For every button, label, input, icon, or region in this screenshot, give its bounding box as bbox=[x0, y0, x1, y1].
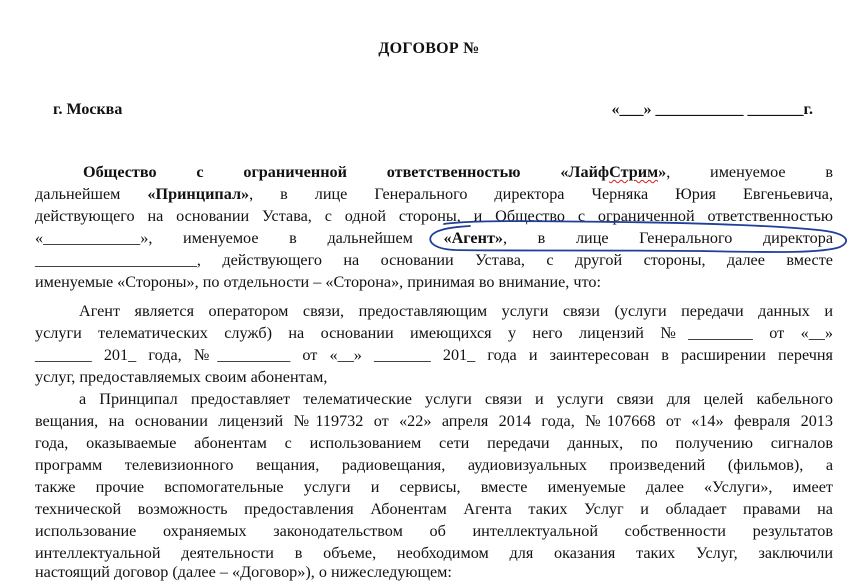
org-name: «ЛайфСтрим» bbox=[560, 163, 667, 181]
agent-term: «Агент» bbox=[443, 229, 503, 247]
preamble-line-1: Общество с ограниченной ответственностью «ЛайфСтрим», именуемое в bbox=[83, 163, 833, 181]
agent-para-line-2: услуги телематических служб) на основании имеющихся у него лицензий №________ от «__» bbox=[35, 324, 833, 342]
principal-para-line-5: также прочие вспомогательные услуги и сервисы, вместе именуемые далее «Услуги», имеет bbox=[35, 478, 833, 496]
principal-para-line-3: года, оказываемые абонентам с использованием сети передачи данных, по получению сигналов bbox=[35, 434, 833, 452]
principal-para-line-8: интеллектуальной деятельности в объеме, необходимом для оказания таких Услуг, заключили bbox=[35, 544, 833, 562]
principal-para-line-1: а Принципал предоставляет телематические услуги связи и услуги связи для целей кабельного bbox=[79, 390, 833, 408]
contract-city: г. Москва bbox=[53, 101, 123, 118]
principal-para-line-7: использование охраняемых законодательством об интеллектуальной собственности результатов bbox=[35, 522, 833, 540]
preamble-line-2: дальнейшем «Принципал», в лице Генерального директора Черняка Юрия Евгеньевича, bbox=[35, 185, 833, 203]
agent-para-line-1: Агент является оператором связи, предоставляющим услуги связи (услуги передачи данных и bbox=[79, 302, 833, 320]
contract-title: ДОГОВОР № bbox=[378, 40, 480, 57]
agent-para-line-3: _______ 201_ года, №_________ от «__» _______ 201_ года и заинтересован в расширении перечня bbox=[35, 346, 833, 364]
principal-para-line-4: программ телевизионного вещания, радиовещания, аудиовизуальных произведений (фильмов), а bbox=[35, 456, 833, 474]
org-prefix: Общество с ограниченной ответственностью bbox=[83, 163, 521, 181]
principal-term: «Принципал» bbox=[147, 185, 250, 203]
preamble-line-3: действующего на основании Устава, с одной стороны, и Общество с ограниченной ответственностью bbox=[35, 207, 833, 225]
preamble-line-5: ____________________, действующего на основании Устава, с другой стороны, далее вместе bbox=[35, 251, 833, 269]
principal-para-line-6: технической возможность предоставления Абонентам Агента таких Услуг и обладает правами на bbox=[35, 500, 833, 518]
preamble-line-4: «____________», именуемое в дальнейшем «Агент», в лице Генерального директора bbox=[35, 229, 834, 247]
principal-para-line-9: настоящий договор (далее – «Договор»), о нижеследующем: bbox=[35, 563, 452, 581]
agent-para-line-4: услуг, предоставляемых своим абонентам, bbox=[35, 368, 328, 386]
principal-para-line-2: вещания, на основании лицензий №119732 от «22» апреля 2014 года, №107668 от «14» февраля 2013 bbox=[35, 412, 833, 430]
contract-date-blank: «___» ___________ _______г. bbox=[611, 101, 813, 118]
spellcheck-mark: Стрим bbox=[609, 163, 659, 181]
preamble-line-6: именуемые «Стороны», по отдельности – «Сторона», принимая во внимание, что: bbox=[35, 273, 601, 291]
